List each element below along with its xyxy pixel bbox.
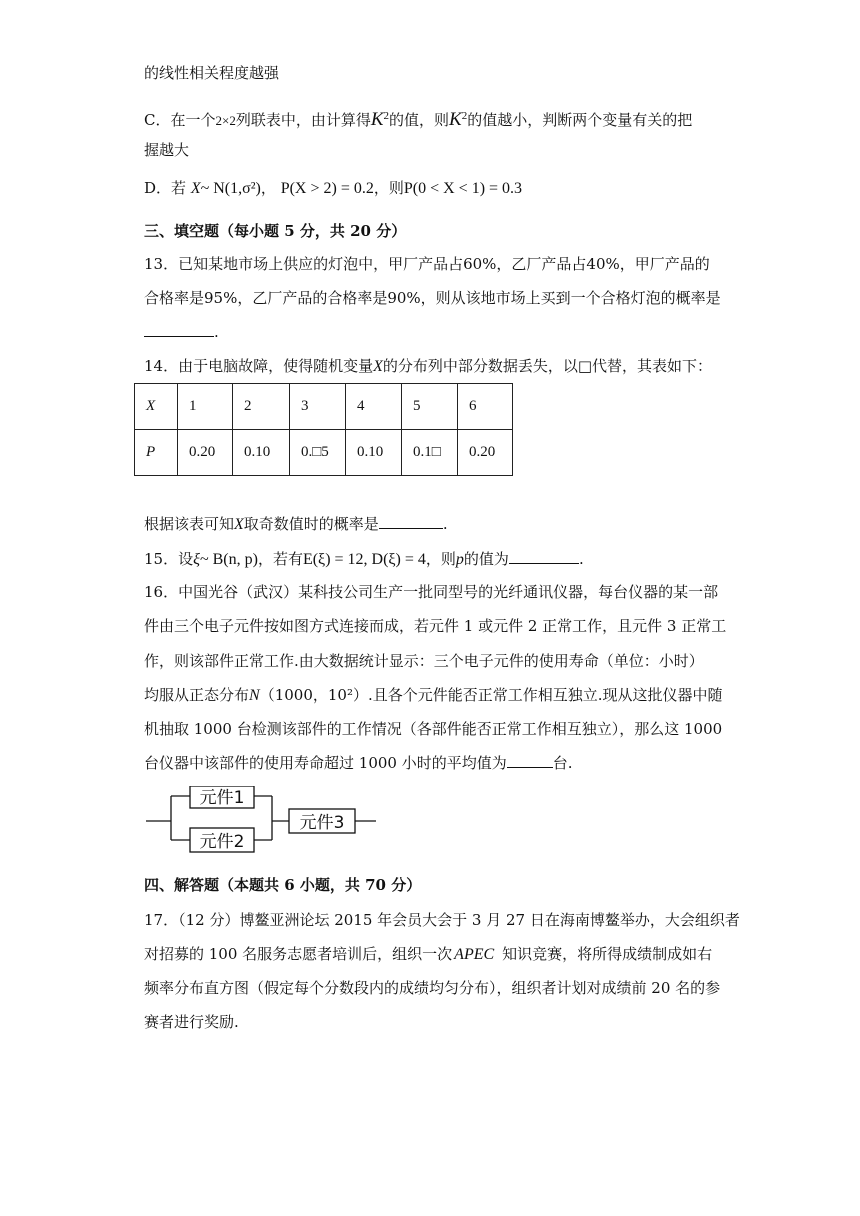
table-cell: P (135, 430, 178, 476)
question-14-line (144, 355, 712, 378)
text-fragment: 14．由于电脑故障，使得随机变量 (144, 357, 374, 375)
text-fragment: 台仪器中该部件的使用寿命超过 1000 小时的平均值为 (144, 754, 507, 772)
text-line: 赛者进行奖励. (144, 1013, 239, 1031)
math-apec: APEC (454, 946, 495, 963)
text-line: 的线性相关程度越强 (144, 64, 280, 82)
text-line: 作，则该部件正常工作.由大数据统计显示：三个电子元件的使用寿命（单位：小时） (144, 652, 704, 670)
text-fragment: ， (260, 179, 276, 197)
text-line: 17．（12 分）博鳌亚洲论坛 2015 年会员大会于 3 月 27 日在海南博鳌举办，大会组织者 (144, 911, 740, 929)
text-line: 13．已知某地市场上供应的灯泡中，甲厂产品占60%，乙厂产品占40%，甲厂产品的 (144, 255, 710, 273)
table-cell: X (135, 384, 178, 430)
math-p: p (455, 551, 464, 568)
text-fragment: 列联表中，由计算得 (235, 111, 371, 129)
text-fragment: . (214, 323, 219, 341)
circuit-diagram (146, 786, 378, 858)
text-fragment: 知识竞赛，将所得成绩制成如右 (502, 945, 713, 963)
option-c-line (144, 105, 692, 132)
text-fragment: . (578, 550, 584, 568)
text-line: 握越大 (144, 141, 190, 159)
math-x: X (234, 516, 244, 533)
text-fragment: 的值越小，判断两个变量有关的把 (467, 111, 693, 129)
section-heading: 四、解答题（本题共 6 小题，共 70 分） (144, 876, 422, 894)
table-cell: 5 (402, 384, 458, 430)
component-2-label: 元件2 (199, 832, 245, 852)
question-16-answer-line (144, 752, 573, 774)
table-cell: 0.10 (346, 430, 402, 476)
text-fragment: 根据该表可知 (144, 515, 235, 533)
text-fragment: 15．设 (144, 550, 194, 568)
text-fragment: ，若有 (257, 550, 303, 568)
answer-line (144, 321, 219, 343)
distribution-table (134, 383, 513, 476)
table-cell: 3 (290, 384, 346, 430)
math-moments: E(ξ) = 12, D(ξ) = 4 (302, 551, 426, 568)
table-cell: 0.20 (458, 430, 513, 476)
text-line: 频率分布直方图（假定每个分数段内的成绩均匀分布），组织者计划对成绩前 20 名的参 (144, 979, 721, 997)
question-15-line (144, 548, 584, 571)
text-line: 机抽取 1000 台检测该部件的工作情况（各部件能否正常工作相互独立），那么这 1000 (144, 720, 723, 738)
text-fragment: ，则 (373, 179, 404, 197)
text-line: 合格率是95%，乙厂产品的合格率是90%，则从该地市场上买到一个合格灯泡的概率是 (144, 289, 721, 307)
option-d-line (144, 177, 522, 200)
question-16-line (144, 684, 723, 707)
table-cell: 2 (233, 384, 290, 430)
table-cell: 0.20 (178, 430, 233, 476)
math-2x2: 2×2 (215, 113, 236, 128)
text-line: 件由三个电子元件按如图方式连接而成，若元件 1 或元件 2 正常工作，且元件 3 正常工 (144, 617, 727, 635)
text-fragment: （1000，10²）.且各个元件能否正常工作相互独立.现从这批仪器中随 (259, 686, 723, 704)
answer-blank (144, 322, 214, 337)
math-sup: 2 (461, 110, 468, 122)
table-cell: 6 (458, 384, 513, 430)
math-xi: ξ (193, 551, 200, 568)
text-fragment: 对招募的 100 名服务志愿者培训后，组织一次 (144, 945, 453, 963)
question-17-line (144, 943, 712, 966)
text-fragment: 台. (552, 754, 573, 772)
math-k: K (449, 109, 462, 130)
text-fragment: D．若 (144, 179, 187, 197)
table-cell: 0.10 (233, 430, 290, 476)
text-fragment: 的分布列中部分数据丢失，以□代替，其表如下： (382, 357, 713, 375)
text-fragment: ，则 (425, 550, 456, 568)
table-cell: 1 (178, 384, 233, 430)
answer-blank (507, 753, 553, 768)
answer-blank (379, 514, 443, 529)
math-k: K (370, 109, 384, 130)
question-14-answer-line (144, 513, 448, 536)
text-fragment: 的值为 (463, 550, 509, 568)
table-row (135, 430, 513, 476)
section-heading: 三、填空题（每小题 5 分，共 20 分） (144, 222, 407, 240)
table-cell: 0.1□ (402, 430, 458, 476)
text-fragment: C．在一个 (144, 111, 216, 129)
math-prob: P(X > 2) = 0.2 (280, 180, 374, 197)
math-binom: ~ B(n, p) (199, 551, 258, 568)
text-fragment: 均服从正态分布 (144, 686, 250, 704)
table-row (135, 384, 513, 430)
text-fragment: 取奇数值时的概率是 (243, 515, 379, 533)
table-cell: 4 (346, 384, 402, 430)
math-prob: P(0 < X < 1) = 0.3 (403, 180, 523, 197)
text-fragment: 的值，则 (389, 111, 450, 129)
math-normal: ~ N(1,σ²) (200, 180, 261, 197)
table-cell: 0.□5 (290, 430, 346, 476)
math-n: N (249, 687, 260, 704)
answer-blank (509, 549, 579, 564)
text-line: 16．中国光谷（武汉）某科技公司生产一批同型号的光纤通讯仪器，每台仪器的某一部 (144, 583, 719, 601)
math-sup: 2 (383, 110, 390, 122)
math-x: X (373, 358, 383, 375)
text-fragment: . (442, 515, 448, 533)
component-3-label: 元件3 (299, 813, 345, 833)
component-1-label: 元件1 (199, 788, 245, 808)
math-x: X (190, 180, 201, 197)
